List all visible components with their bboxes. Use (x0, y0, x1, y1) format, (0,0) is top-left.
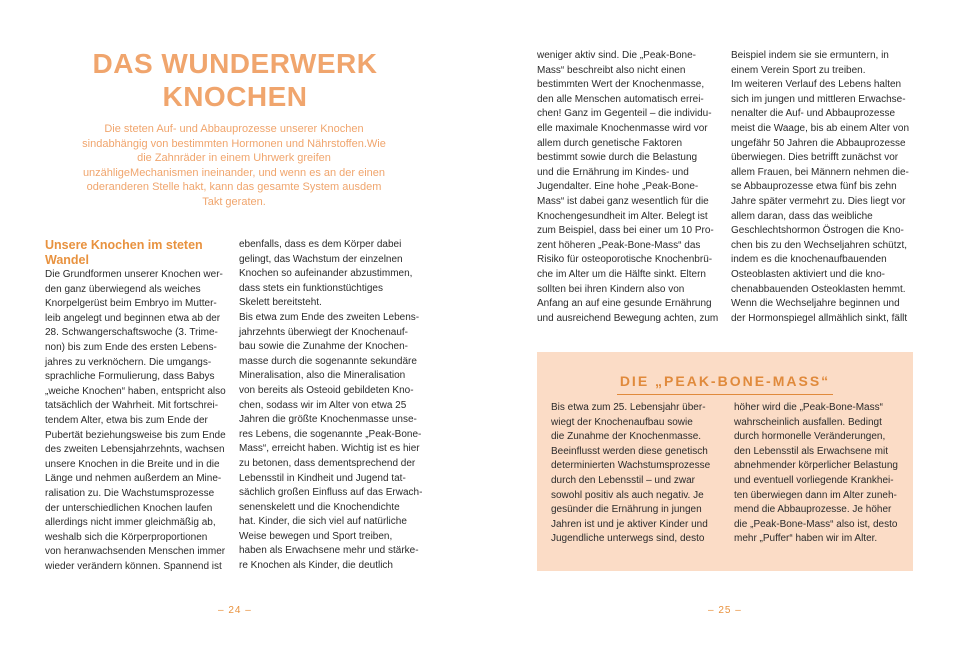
body-text-line: ungefähr 50 Jahren die Abbauprozesse (731, 137, 906, 149)
body-text-line: chen, sodass wir im Alter von etwa 25 (239, 399, 407, 411)
info-box-text-line: abnehmender körperlicher Belastung (734, 460, 898, 472)
info-box-text-line: ten überwiegen dann im Alter zuneh- (734, 489, 897, 501)
body-text-line: „weiche Knochen“ haben, entspricht also (45, 385, 226, 397)
body-text-line: Knochen so aufeinander abzustimmen, (239, 268, 413, 280)
body-text-line: elle maximale Knochenmasse wird vor (537, 122, 708, 134)
body-text-line: ebenfalls, dass es dem Körper dabei (239, 239, 402, 250)
info-box-text-line: durch hormonelle Veränderungen, (734, 431, 886, 443)
body-text-line: chen! Ganz im Gegenteil – die individu- (537, 108, 712, 120)
chapter-title (60, 47, 410, 113)
body-text-line: Skelett bereitsteht. (239, 297, 322, 309)
body-text-line: Mass“, erreicht haben. Wichtig ist es hier (239, 443, 420, 455)
body-text-line: gelingt, das Wachstum der einzelnen (239, 253, 403, 265)
info-box-text-line: wiegt der Knochenaufbau sowie (551, 416, 693, 428)
body-text-line: tatsächlich der Wahrheit. Mit fortschrei- (45, 400, 219, 412)
section-heading-line: Unsere Knochen im steten (45, 238, 203, 252)
body-text-line: Knorpelgerüst beim Embryo im Mutter- (45, 298, 217, 310)
body-text-line: allem durch genetische Faktoren (537, 137, 683, 149)
body-text-line: jahres zu verknöchern. Die umgangs- (45, 356, 212, 368)
body-text-line: Länge und nehmen außerdem an Mine- (45, 473, 222, 485)
body-text-line: chen bis zu den Wechseljahren schützt, (731, 239, 908, 251)
body-text-line: leib angelegt und beginnen etwa ab der (45, 312, 221, 324)
body-text-line: der Hormonspiegel allmählich sinkt, fällt (731, 312, 908, 324)
body-text-line: und die Ernährung im Kindes- und (537, 166, 689, 178)
info-box-text-line: durch den Lebensstil – und zwar (551, 474, 695, 486)
body-text-line: Pubertät beziehungsweise bis zum Ende (45, 429, 226, 441)
body-text-line: Bis etwa zum Ende des zweiten Lebens- (239, 311, 420, 323)
intro-line: Mechanismen ineinander, und wenn es an der einen oder (86, 166, 386, 194)
body-text-line: von heranwachsenden Menschen immer (45, 546, 226, 558)
intro-paragraph (78, 122, 390, 210)
right-column-2 (731, 49, 916, 326)
body-text-line: Mineralisation, also die Mineralisation (239, 370, 406, 382)
body-text-line: senenskelett und die Knochendichte (239, 501, 400, 513)
body-text-line: Anfang an auf eine gesunde Ernährung (537, 298, 712, 310)
body-text-line: wieder verändern können. Spannend ist (45, 560, 222, 572)
body-text-line: unsere Knochen in die Breite und in die (45, 458, 220, 470)
page-number-left: – 24 – (218, 605, 252, 616)
chapter-title-line: KNOCHEN (162, 81, 308, 112)
intro-line: Wie die Zahnräder in einem Uhrwerk greifen unzählige (82, 137, 386, 179)
intro-line: dem Takt geraten. (202, 181, 382, 208)
body-text-line: Weise bewegen und Sport treiben, (239, 530, 393, 542)
body-text-line: allerdings nicht immer gleichmäßig ab, (45, 517, 216, 529)
body-text-line: allem daran, dass das weibliche (731, 210, 873, 222)
body-text-line: Die Grundformen unserer Knochen wer- (45, 269, 223, 280)
page-number-right: – 25 – (708, 605, 742, 616)
body-text-line: zent höheren „Peak-Bone-Mass“ das (537, 239, 701, 251)
body-text-line: Jahren die größte Knochenmasse unse- (239, 414, 417, 426)
info-box-text-line: die Zunahme der Knochenmasse. (551, 431, 702, 443)
body-text-line: che im Alter um die Hälfte sinkt. Eltern (537, 268, 706, 280)
info-box-text-line: mehr „Puffer“ haben wir im Alter. (734, 533, 878, 545)
body-text-line: bau sowie die Zunahme der Knochen- (239, 341, 408, 353)
body-text-line: Knochengesundheit im Alter. Belegt ist (537, 210, 708, 222)
info-box-column-1 (551, 401, 721, 547)
body-text-line: überwiegen. Dies betrifft zunächst vor (731, 152, 899, 164)
body-text-line: non) bis zum Ende des ersten Lebens- (45, 341, 217, 353)
body-text-line: bestimmten Wert der Knochenmasse, (537, 79, 705, 91)
info-box-column-2 (734, 401, 909, 547)
section-heading-line: Wandel (45, 252, 89, 267)
body-text-line: hat. Kinder, die sich viel auf natürliche (239, 516, 407, 528)
body-text-line: Geschlechtshormon Östrogen die Kno- (731, 225, 904, 237)
body-text-line: von bereits als Osteoid gebildeten Kno- (239, 384, 414, 396)
info-box-text-line: Bis etwa zum 25. Lebensjahr über- (551, 402, 706, 413)
body-text-line: einem Verein Sport zu treiben. (731, 64, 866, 76)
info-box-title-underline (617, 394, 833, 395)
body-text-line: weshalb sich die Körperproportionen (45, 531, 208, 543)
body-text-line: haben als Erwachsene mehr und stärke- (239, 545, 419, 557)
section-heading (45, 238, 230, 267)
info-box-text-line: Jahren ist und je aktiver Kinder und (551, 518, 708, 530)
body-text-line: Beispiel indem sie sie ermuntern, in (731, 50, 889, 61)
body-text-line: der unterschiedlichen Knochen laufen (45, 502, 213, 514)
body-text-line: se Abbauprozesse etwa fünf bis zehn (731, 181, 897, 193)
body-text-line: sich im jungen und mittleren Erwachse- (731, 93, 906, 105)
body-text-line: dass stets ein funktionstüchtiges (239, 282, 383, 294)
body-text-line: zu betonen, dass dementsprechend der (239, 457, 416, 469)
chapter-title-line: DAS WUNDERWERK (92, 48, 378, 79)
body-text-line: allem Frauen, bei Männern nehmen die- (731, 166, 909, 178)
info-box-text-line: Beeinflusst werden diese genetisch (551, 445, 708, 457)
intro-line: abhängig von bestimmten Hormonen und Nährstoffen. (102, 137, 367, 150)
info-box (537, 352, 913, 571)
info-box-text-line: Jugendliche unterwegs sind, desto (551, 533, 705, 545)
right-column-1 (537, 49, 722, 326)
info-box-title: DIE „PEAK-BONE-MASS“ (619, 373, 831, 389)
body-text-line: jahrzehnts überwiegt der Knochenauf- (239, 326, 408, 338)
intro-line: Die steten Auf- und Abbauprozesse unserer Knochen sind (82, 123, 364, 150)
body-text-line: des zweiten Lebensjahrzehnts, wachsen (45, 444, 225, 456)
info-box-text-line: mend die Abbauprozesse. Je höher (734, 504, 892, 516)
body-text-line: Jahre später vermehrt zu. Dies liegt vor (731, 195, 906, 207)
body-text-line: weniger aktiv sind. Die „Peak-Bone- (537, 50, 696, 61)
body-text-line: 28. Schwangerschaftswoche (3. Trime- (45, 327, 218, 339)
info-box-text-line: determinierten Wachstumsprozesse (551, 460, 711, 472)
body-text-line: re Knochen als Kinder, die deutlich (239, 560, 393, 572)
body-text-line: Im weiteren Verlauf des Lebens halten (731, 79, 902, 91)
body-text-line: res Lebens, die sogenannte „Peak-Bone- (239, 428, 422, 440)
body-text-line: den alle Menschen automatisch errei- (537, 93, 704, 105)
info-box-text-line: höher wird die „Peak-Bone-Mass“ (734, 402, 883, 413)
body-text-line: sprachliche Formulierung, dass Babys (45, 371, 215, 383)
body-text-line: ralisation zu. Die Wachstumsprozesse (45, 487, 215, 499)
body-text-line: masse durch die sogenannte sekundäre (239, 355, 417, 367)
body-text-line: den ganz überwiegend als weiches (45, 283, 201, 295)
body-text-line: sollten bei ihren Kindern also von (537, 283, 685, 295)
body-text-line: indem es die knochenaufbauenden (731, 254, 887, 266)
body-text-line: zum Beispiel, dass bei einer um 10 Pro- (537, 225, 714, 237)
body-text-line: Mass“ beschreibt also nicht einen (537, 64, 686, 76)
info-box-text-line: wahrscheinlich ausfallen. Bedingt (734, 416, 882, 428)
body-text-line: Jugendalter. Eine hohe „Peak-Bone- (537, 181, 699, 193)
info-box-text-line: sowohl positiv als auch negativ. Je (551, 489, 704, 501)
body-text-line: Risiko für osteoporotische Knochenbrü- (537, 254, 713, 266)
info-box-text-line: gesünder die Ernährung in jungen (551, 504, 702, 516)
body-text-line: bestimmt sowie durch die Belastung (537, 152, 698, 164)
body-text-line: nenalter die Auf- und Abbauprozesse (731, 108, 896, 120)
body-text-line: tendem Alter, etwa bis zum Ende der (45, 414, 208, 426)
body-text-line: Mass“ ist dabei ganz wesentlich für die (537, 195, 709, 207)
intro-line: anderen Stelle hakt, kann das gesamte System aus (108, 181, 360, 194)
body-text-line: Wenn die Wechseljahre beginnen und (731, 298, 900, 310)
body-text-line: Osteoblasten aktiviert und die kno- (731, 268, 885, 280)
info-box-text-line: und eventuell vorliegende Krankhei- (734, 474, 894, 486)
body-text-line: und ausreichend Bewegung achten, zum (537, 312, 719, 324)
body-text-line: sächlich großen Einfluss auf das Erwach- (239, 487, 423, 499)
left-column-2 (239, 238, 429, 574)
body-text-line: meist die Waage, bis ab einem Alter von (731, 122, 910, 134)
body-text-line: chenabbauenden Osteoklasten hemmt. (731, 283, 906, 295)
info-box-text-line: den Lebensstil als Erwachsene mit (734, 445, 888, 457)
body-text-line: Lebensstil in Kindheit und Jugend tat- (239, 472, 406, 484)
left-column-1 (45, 238, 230, 574)
info-box-text-line: die „Peak-Bone-Mass“ also ist, desto (734, 518, 898, 530)
